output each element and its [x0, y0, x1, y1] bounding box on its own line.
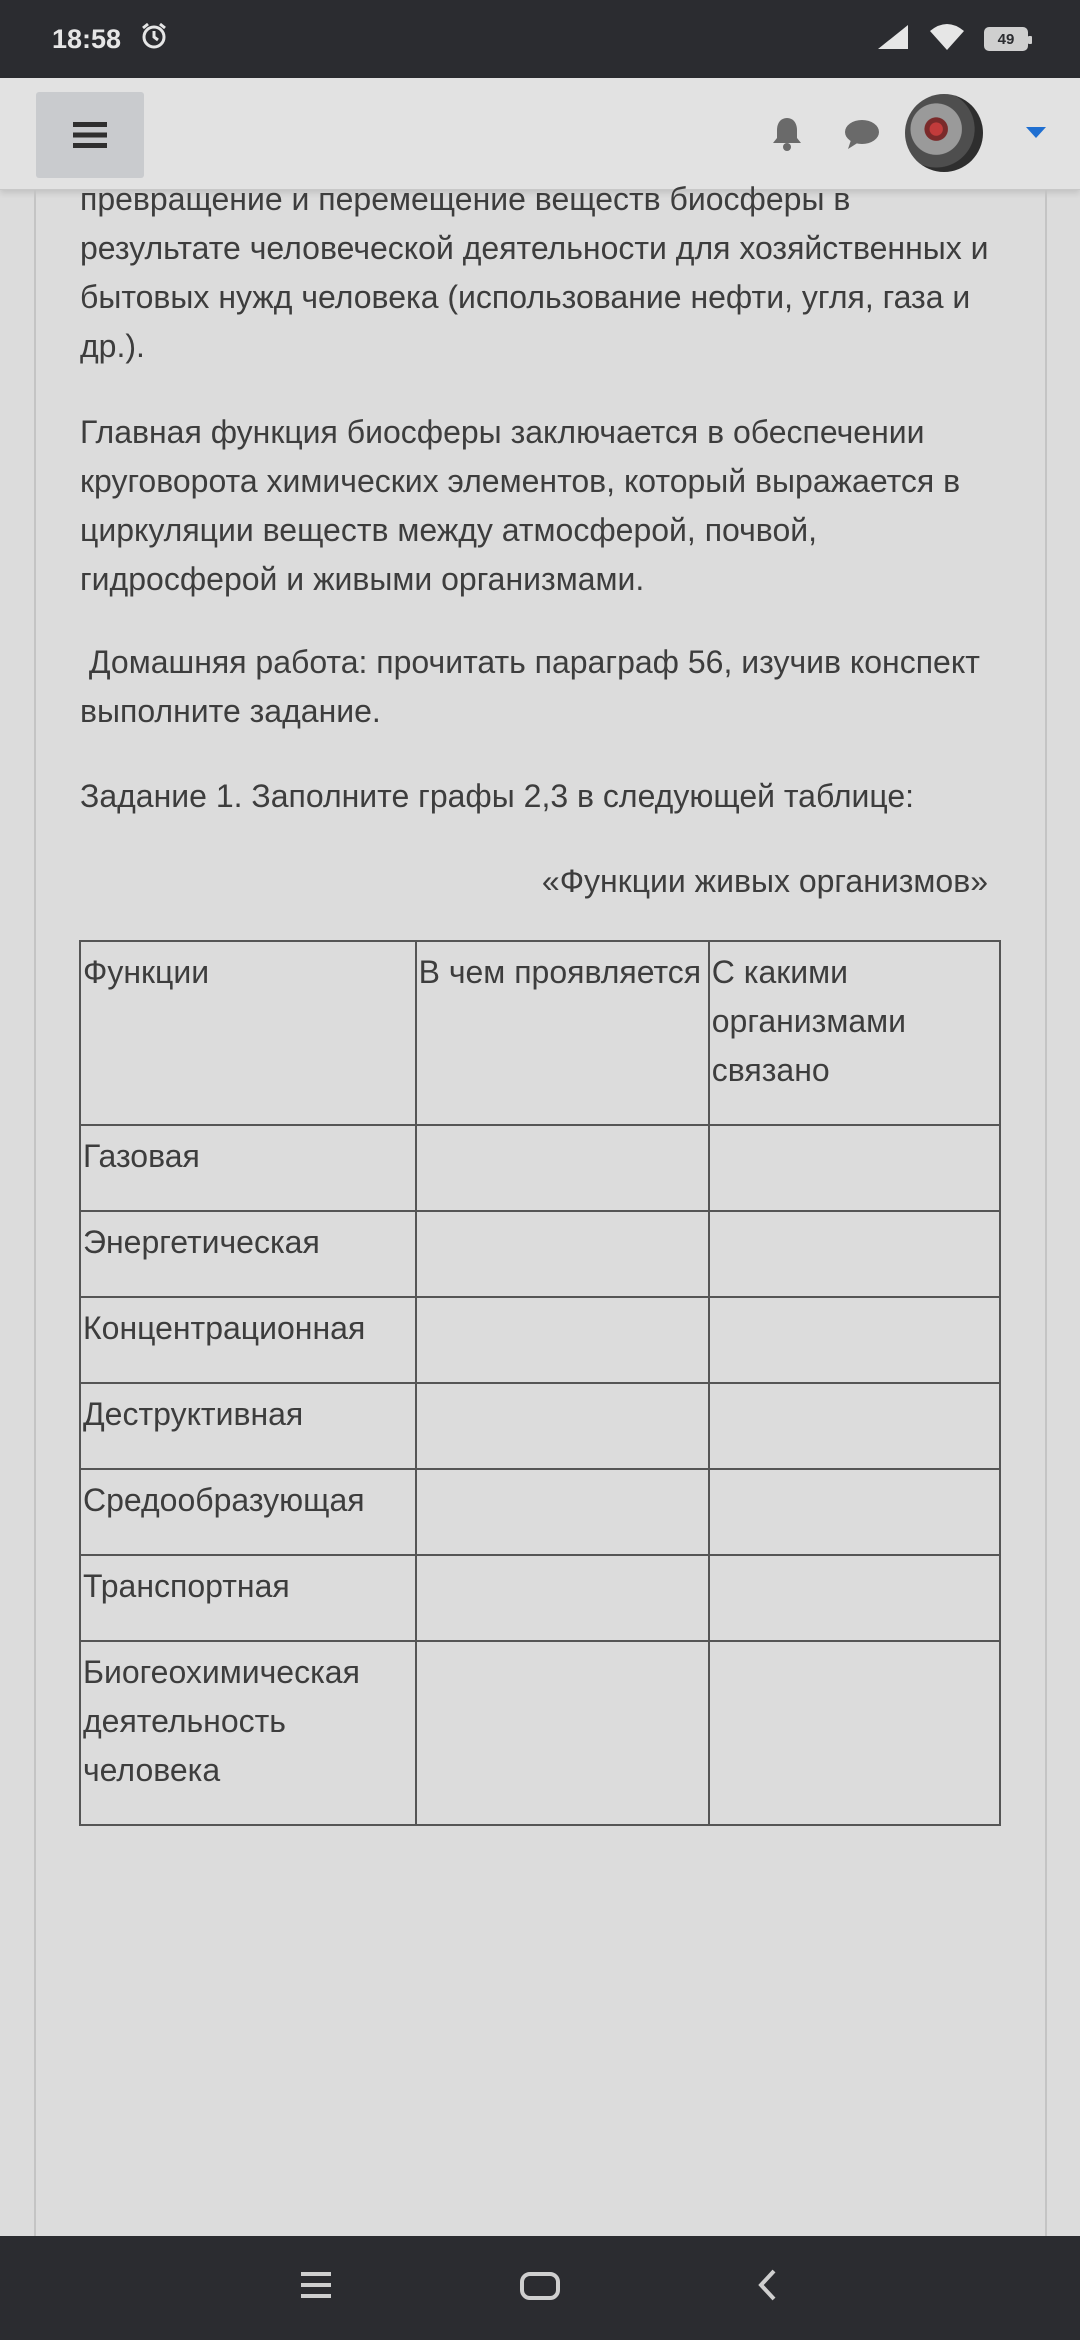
table-title: «Функции живых организмов»: [541, 863, 988, 899]
table-row: [80, 1641, 1000, 1825]
table-cell-function: Деструктивная: [80, 1383, 416, 1469]
table-row: [80, 1383, 1000, 1469]
table-cell-manifestation: [416, 1125, 709, 1211]
table-row: [80, 1297, 1000, 1383]
alarm-icon: [139, 21, 169, 58]
recent-apps-button[interactable]: [301, 2272, 331, 2303]
table-header-cell: Функции: [80, 941, 416, 1125]
table-cell-function: Энергетическая: [80, 1211, 416, 1297]
table-cell-organisms: [709, 1297, 1000, 1383]
hamburger-menu-icon: [73, 121, 107, 149]
system-navigation-bar: [0, 2236, 1080, 2340]
table-row: [80, 1125, 1000, 1211]
table-cell-organisms: [709, 1211, 1000, 1297]
top-navigation: [0, 78, 1080, 190]
status-bar: [0, 0, 1080, 78]
table-cell-manifestation: [416, 1641, 709, 1825]
table-cell-manifestation: [416, 1469, 709, 1555]
table-cell-organisms: [709, 1125, 1000, 1211]
table-header-cell: В чем проявляется: [416, 941, 709, 1125]
hamburger-menu-button[interactable]: [36, 92, 144, 178]
bell-icon: [768, 114, 806, 152]
table-cell-manifestation: [416, 1555, 709, 1641]
table-cell-organisms: [709, 1555, 1000, 1641]
table-row: [80, 1211, 1000, 1297]
back-button[interactable]: [756, 2268, 778, 2307]
table-header-cell: С какими организмами связано: [709, 941, 1000, 1125]
back-icon: [756, 2268, 778, 2302]
home-button[interactable]: [520, 2272, 560, 2305]
messages-button[interactable]: [843, 118, 881, 155]
home-icon: [520, 2272, 560, 2300]
paragraph-biosphere-transformation: превращение и перемещение веществ биосферы в результате человеческой деятельности для хозяйственных и бытовых нужд человека (использование нефти, угля, газа и др.).: [80, 181, 989, 364]
table-header-row: [80, 941, 1000, 1125]
chat-icon: [843, 118, 881, 150]
table-cell-function: Транспортная: [80, 1555, 416, 1641]
battery-icon: [984, 27, 1028, 51]
table-cell-manifestation: [416, 1211, 709, 1297]
table-cell-function: Газовая: [80, 1125, 416, 1211]
recent-apps-icon: [301, 2272, 331, 2298]
table-cell-organisms: [709, 1469, 1000, 1555]
task-text: Задание 1. Заполните графы 2,3 в следующей таблице:: [80, 778, 915, 814]
homework-text: Домашняя работа: прочитать параграф 56, изучив конспект выполните задание.: [80, 644, 989, 729]
table-cell-function: Концентрационная: [80, 1297, 416, 1383]
notifications-button[interactable]: [768, 114, 806, 157]
signal-icon: [876, 23, 910, 56]
wifi-icon: [928, 23, 966, 56]
avatar[interactable]: [905, 94, 983, 172]
caret-down-icon: [1026, 127, 1046, 139]
table-cell-function: Биогеохимическая деятельность человека: [80, 1641, 416, 1825]
table-cell-organisms: [709, 1641, 1000, 1825]
user-menu-toggle[interactable]: [1026, 126, 1046, 144]
table-cell-organisms: [709, 1383, 1000, 1469]
table-row: [80, 1469, 1000, 1555]
status-time: 18:58: [52, 23, 122, 54]
table-row: [80, 1555, 1000, 1641]
functions-table: [79, 940, 1001, 1826]
table-cell-function: Средообразующая: [80, 1469, 416, 1555]
table-cell-manifestation: [416, 1383, 709, 1469]
table-cell-manifestation: [416, 1297, 709, 1383]
paragraph-biosphere-function: Главная функция биосферы заключается в обеспечении круговорота химических элементов, который выражается в циркуляции веществ между атмосферой, почвой, гидросферой и живыми организмами.: [80, 414, 961, 597]
battery-level: 49: [997, 30, 1015, 48]
